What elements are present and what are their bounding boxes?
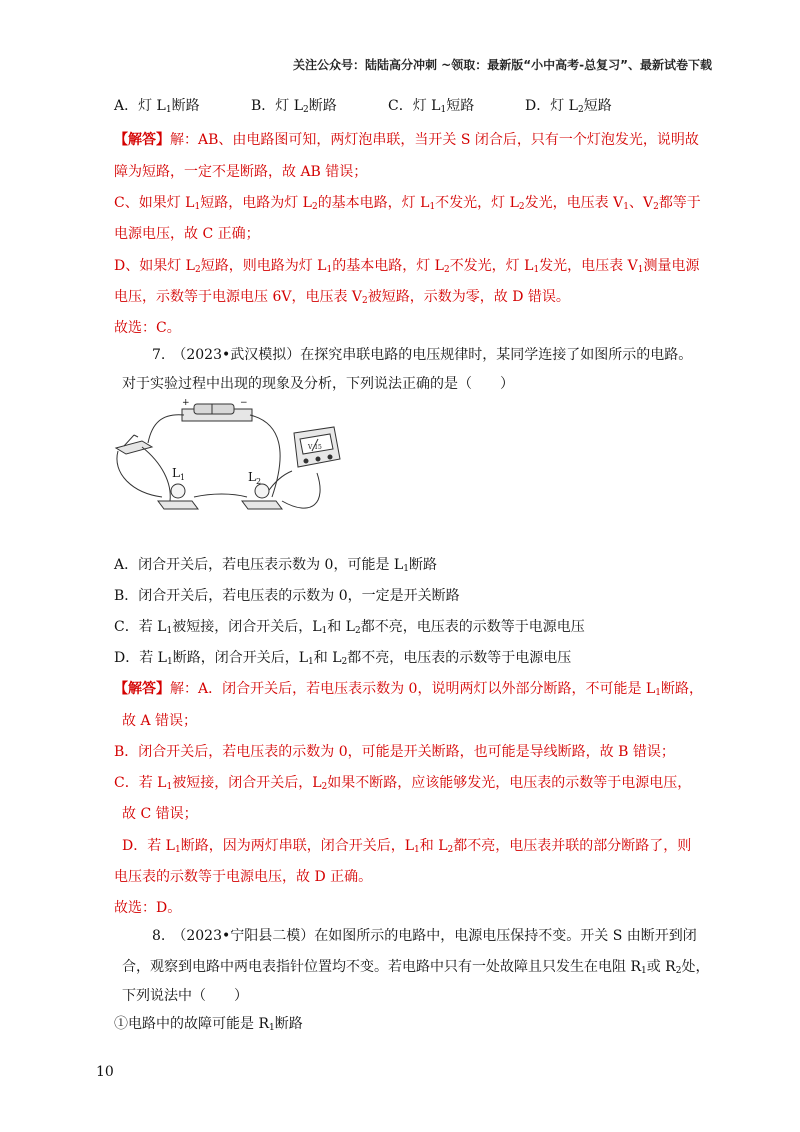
q6-choice: 故选：C。 [114, 320, 181, 336]
wire [117, 451, 162, 497]
q6-answer-line-2: 障为短路，一定不是断路，故 AB 错误； [114, 164, 368, 180]
q7-option-b: B．闭合开关后，若电压表的示数为 0，一定是开关断路 [114, 588, 460, 604]
q7-choice: 故选：D。 [114, 900, 182, 916]
q7-stem-line-1: 7. （2023•武汉模拟）在探究串联电路的电压规律时，某同学连接了如图所示的电路。 [152, 347, 693, 363]
q6-option-b: B．灯 $L_2$断路 [251, 98, 337, 115]
circuit-diagram [112, 393, 342, 521]
wire [148, 415, 184, 443]
q7-option-c: C．若 $L_1$被短接，闭合开关后，$L_1$和 $L_2$都不亮，电压表的示数等于电源电压 [114, 619, 585, 636]
q7-answer-line-7: 电压表的示数等于电源电压，故 D 正确。 [114, 869, 373, 885]
lamp-base-l1 [158, 501, 198, 509]
page-header: 关注公众号：陆陆高分冲刺 ~领取：最新版“小中高考-总复习”、最新试卷下载 [293, 58, 712, 72]
q7-answer-line-5: 故 C 错误； [122, 806, 198, 822]
q7-answer-line-6: D．若 $L_1$断路，因为两灯串联，闭合开关后，$L_1$和 $L_2$都不亮，电压表并联的部分断路了，则 [122, 838, 692, 855]
q6-answer-line-6: 电压，示数等于电源电压 6V，电压表 $V_2$被短路，示数为零，故 D 错误。 [114, 289, 570, 306]
q6-option-a: A．灯 $L_1$断路 [114, 98, 200, 115]
q7-answer-line-3: B．闭合开关后，若电压表的示数为 0，可能是开关断路，也可能是导线断路，故 B 错误； [114, 744, 675, 760]
wire [267, 471, 292, 493]
q6-option-c: C．灯 $L_1$短路 [388, 98, 475, 115]
q7-answer-line-4: C．若 $L_1$被短接，闭合开关后，$L_2$如果不断路，应该能够发光，电压表的示数等于电源电压， [114, 775, 692, 792]
battery-plus-label: + [182, 398, 190, 408]
q8-stem-line-2: 合，观察到电路中两电表指针位置均不变。若电路中只有一处故障且只发生在电阻 $R_1$或 $R_2$处， [122, 959, 710, 976]
lamp-l1-label: $L_1$ [172, 466, 186, 482]
q7-answer-line-1: 【解答】解：A．闭合开关后，若电压表示数为 0，说明两灯以外部分断路，不可能是 $L_1$断路， [114, 681, 703, 698]
lamp-base-l2 [242, 501, 282, 509]
page-number: 10 [96, 1064, 114, 1080]
lamp-l2 [255, 484, 269, 498]
q8-stem-line-3: 下列说法中（ ） [122, 988, 248, 1004]
q6-answer-line-1: 【解答】解：AB、由电路图可知，两灯泡串联，当开关 S 闭合后，只有一个灯泡发光，说明故 [114, 132, 699, 148]
q7-stem-line-2: 对于实验过程中出现的现象及分析，下列说法正确的是（ ） [122, 376, 514, 392]
wire [282, 473, 320, 508]
switch [116, 441, 152, 454]
q7-option-a: A．闭合开关后，若电压表示数为 0，可能是 $L_1$断路 [114, 557, 437, 574]
battery-minus-label: − [240, 398, 248, 408]
lamp-l2-label: $L_2$ [248, 470, 262, 486]
lamp-l1 [171, 484, 185, 498]
q6-options [114, 96, 612, 116]
q7-answer-line-2: 故 A 错误； [122, 713, 198, 729]
answer-label: 【解答】 [114, 681, 170, 697]
q6-answer-line-5: D、如果灯 $L_2$短路，则电路为灯 $L_1$的基本电路，灯 $L_2$不发光，灯 $L_1$发光，电压表 $V_1$测量电源 [114, 258, 700, 275]
voltmeter-label: V 15 [308, 444, 322, 451]
battery [194, 404, 234, 414]
q6-answer-line-4: 电源电压，故 C 正确； [114, 226, 260, 242]
q6-option-d: D．灯 $L_2$短路 [525, 98, 612, 115]
q6-answer-line-3: C、如果灯 $L_1$短路，电路为灯 $L_2$的基本电路，灯 $L_1$不发光，灯 $L_2$发光，电压表 $V_1$、$V_2$都等于 [114, 195, 701, 212]
q8-item-1: ①电路中的故障可能是 $R_1$断路 [114, 1016, 303, 1033]
answer-label: 【解答】 [114, 132, 170, 148]
wire [194, 494, 247, 497]
q8-stem-line-1: 8. （2023•宁阳县二模）在如图所示的电路中，电源电压保持不变。开关 S 由断开到闭 [152, 928, 697, 944]
q7-option-d: D．若 $L_1$断路，闭合开关后，$L_1$和 $L_2$都不亮，电压表的示数等于电源电压 [114, 650, 572, 667]
